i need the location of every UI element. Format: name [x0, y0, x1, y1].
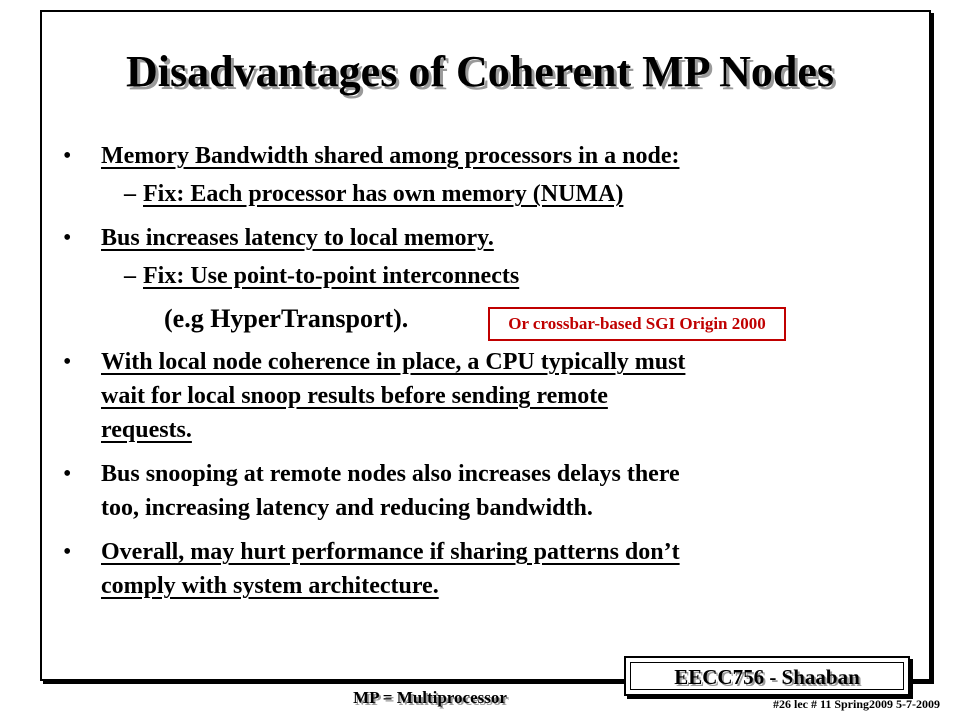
course-label: EECC756 - Shaaban	[630, 662, 904, 690]
bullet-text-local-coherence-3: requests.	[101, 417, 192, 443]
dash-marker: –	[124, 181, 136, 207]
bullet-text-remote-snooping-1: Bus snooping at remote nodes also increases delays there	[101, 461, 680, 487]
bullet-marker: •	[63, 349, 72, 375]
slide-title: Disadvantages of Coherent MP Nodes	[125, 47, 835, 96]
course-footer-box	[624, 656, 910, 696]
continuation-text-hypertransport: (e.g HyperTransport).	[164, 304, 409, 333]
bullet-text-local-coherence-2: wait for local snoop results before sending remote	[101, 383, 608, 409]
abbreviation-note: MP = Multiprocessor	[353, 688, 507, 707]
sub-text-fix-numa: Fix: Each processor has own memory (NUMA)	[143, 181, 624, 207]
bullet-text-memory-bandwidth: Memory Bandwidth shared among processors in a node:	[101, 143, 680, 169]
bullet-marker: •	[63, 225, 72, 251]
bullet-text-remote-snooping-2: too, increasing latency and reducing bandwidth.	[101, 495, 593, 521]
sub-text-fix-p2p: Fix: Use point-to-point interconnects	[143, 263, 520, 289]
lecture-info: #26 lec # 11 Spring2009 5-7-2009	[773, 697, 940, 711]
bullet-marker: •	[63, 539, 72, 565]
bullet-text-bus-latency: Bus increases latency to local memory.	[101, 225, 494, 251]
bullet-marker: •	[63, 143, 72, 169]
dash-marker: –	[124, 263, 136, 289]
bullet-text-local-coherence-1: With local node coherence in place, a CPU typically must	[101, 349, 686, 375]
callout-crossbar-note: Or crossbar-based SGI Origin 2000	[488, 307, 786, 341]
bullet-text-overall-2: comply with system architecture.	[101, 573, 439, 599]
bullet-marker: •	[63, 461, 72, 487]
bullet-text-overall-1: Overall, may hurt performance if sharing patterns don’t	[101, 539, 680, 565]
